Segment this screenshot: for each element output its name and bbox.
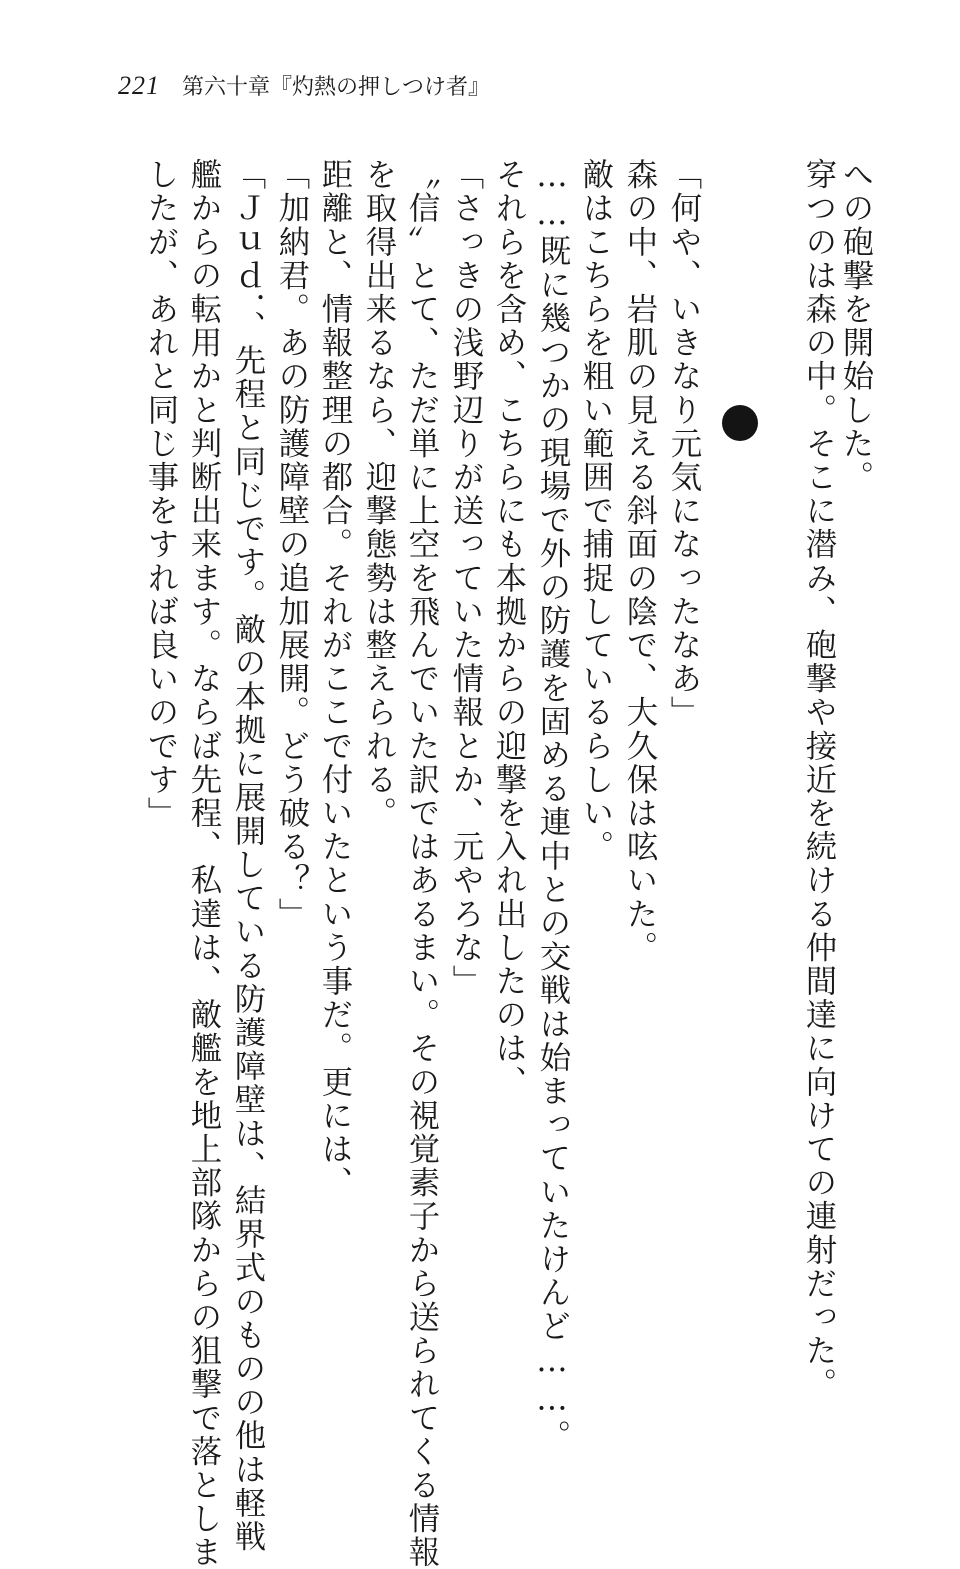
text-column-8: 「さっきの浅野辺りが送っていた情報とか、元やろな」 (447, 158, 483, 998)
text-column-13: 「Ｊｕｄ．、先程と同じです。敵の本拠に展開している防護障壁は、結界式のものの他は軽戦 (229, 158, 265, 1554)
section-break-dot (722, 405, 758, 441)
text-column-11: 距離と、情報整理の都合。それがここで付いたという事だ。更には、 (316, 158, 352, 1200)
text-column-6: ……既に幾つかの現場で外の防護を固める連中との交戦は始まっていたけんど……。 (534, 158, 570, 1454)
text-column-7: それらを含め、こちらにも本拠からの迎撃を入れ出したのは、 (490, 158, 526, 1099)
text-column-10: を取得出来るなら、迎撃態勢は整えられる。 (360, 158, 396, 830)
text-column-15: したが、あれと同じ事をすれば良いのです」 (142, 158, 178, 830)
text-column-2: 穿つのは森の中。そこに潜み、砲撃や接近を続ける仲間達に向けての連射だった。 (800, 158, 836, 1402)
text-column-5: 敵はこちらを粗い範囲で捕捉しているらしい。 (577, 158, 613, 864)
running-head (118, 70, 490, 101)
text-column-14: 艦からの転用かと判断出来ます。ならば先程、私達は、敵艦を地上部隊からの狙撃で落としま (185, 158, 221, 1569)
text-column-4: 森の中、岩肌の見える斜面の陰で、大久保は呟いた。 (621, 158, 657, 965)
chapter-title: 第六十章『灼熱の押しつけ者』 (182, 75, 491, 100)
page-number: 221 (118, 71, 160, 100)
text-column-1: への砲撃を開始した。 (837, 158, 873, 494)
text-column-12: 「加納君。あの防護障壁の追加展開。どう破る？」 (273, 158, 309, 931)
text-column-9: 〝信〟とて、ただ単に上空を飛んでいた訳ではあるまい。その視覚素子から送られてくる情報 (403, 158, 439, 1569)
text-column-3: 「何や、いきなり元気になったなあ」 (665, 158, 701, 730)
